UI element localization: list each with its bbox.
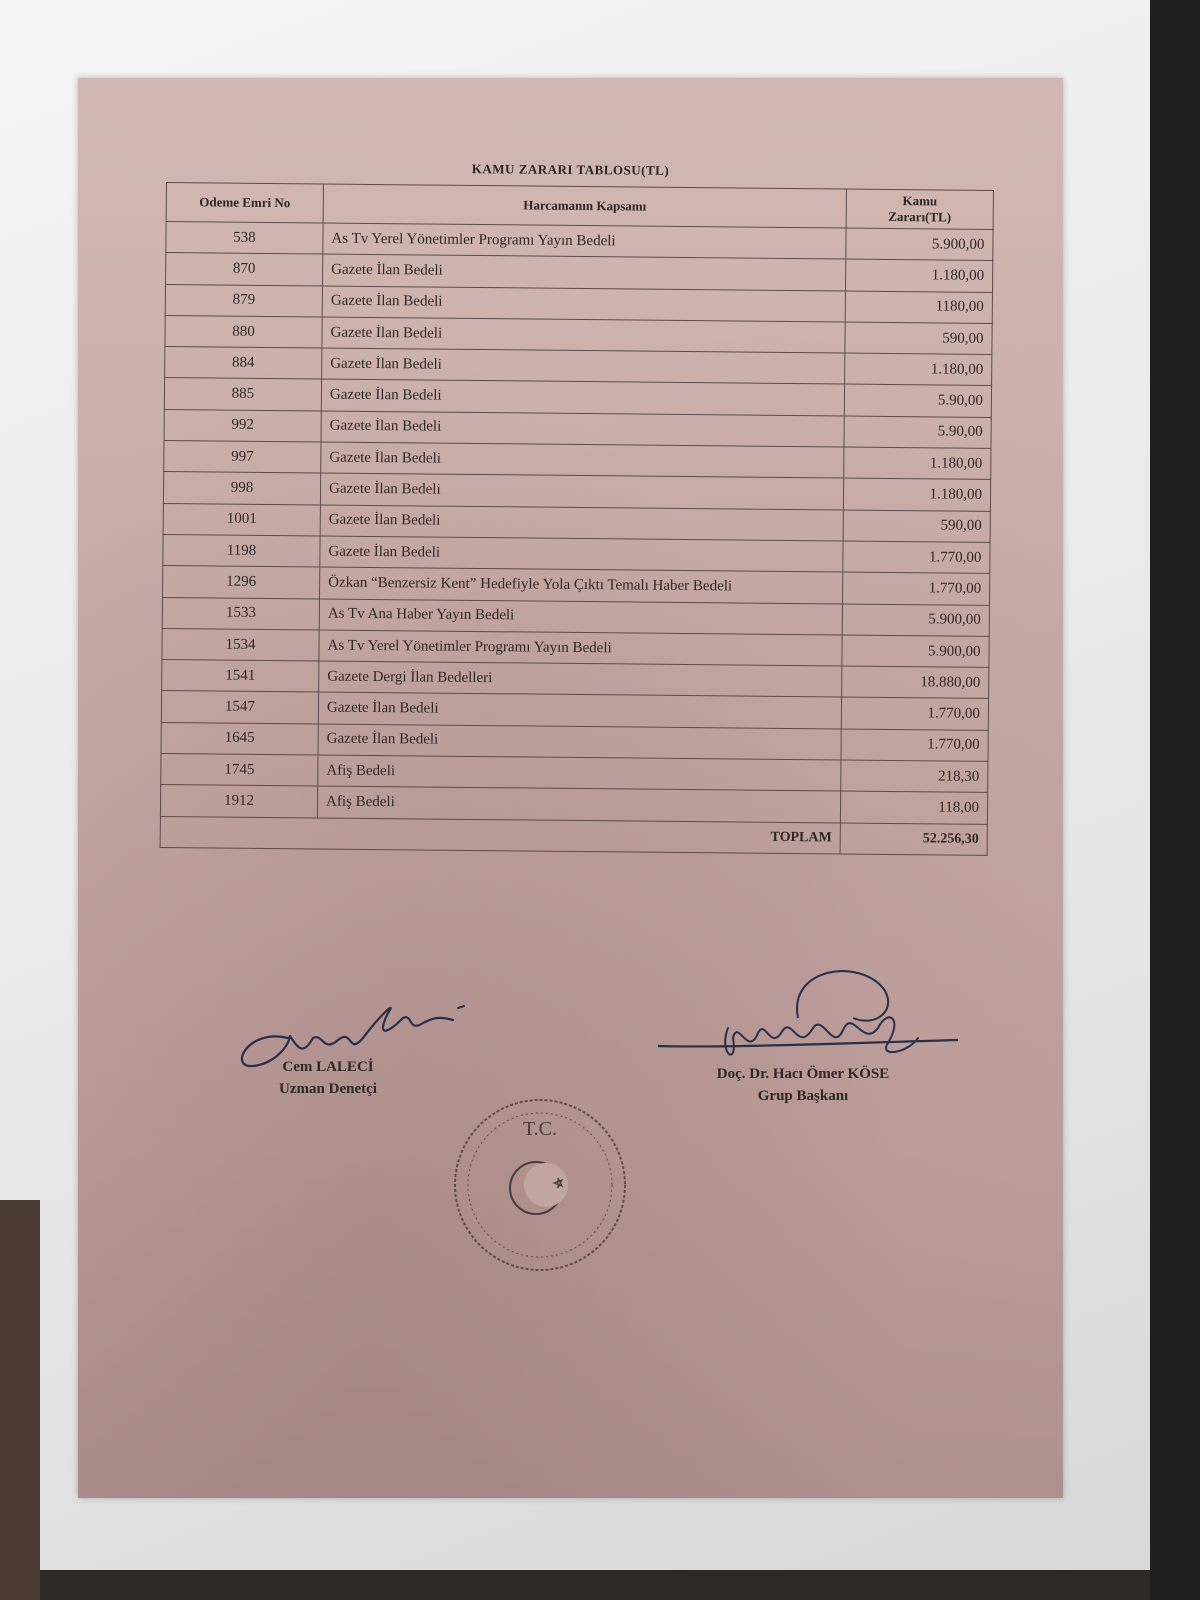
- row-amount: 1.770,00: [841, 697, 988, 730]
- row-description: Gazete İlan Bedeli: [323, 254, 846, 290]
- row-amount: 1.180,00: [845, 259, 992, 292]
- row-order-no: 998: [163, 472, 320, 505]
- row-description: Gazete İlan Bedeli: [321, 411, 844, 447]
- row-description: As Tv Yerel Yönetimler Programı Yayın Bedeli: [319, 630, 842, 666]
- seal-text: T.C.: [522, 1118, 558, 1140]
- row-amount: 1.180,00: [844, 447, 991, 480]
- row-amount: 5.900,00: [846, 228, 993, 261]
- row-description: Gazete İlan Bedeli: [320, 536, 843, 572]
- row-amount: 218,30: [841, 760, 988, 793]
- row-amount: 118,00: [840, 791, 987, 824]
- header-amount: [846, 189, 993, 229]
- row-order-no: 1541: [162, 660, 319, 693]
- row-order-no: 1198: [163, 534, 320, 567]
- row-order-no: 1001: [163, 503, 320, 536]
- row-order-no: 1534: [162, 628, 319, 661]
- row-description: As Tv Ana Haber Yayın Bedeli: [319, 599, 842, 635]
- row-description: Afiş Bedeli: [317, 786, 840, 822]
- row-description: Gazete İlan Bedeli: [320, 473, 843, 509]
- header-order-no: Odeme Emri No: [166, 183, 323, 224]
- row-description: As Tv Yerel Yönetimler Programı Yayın Bedeli: [323, 223, 846, 259]
- total-label: TOPLAM: [160, 816, 840, 854]
- row-description: Gazete Dergi İlan Bedelleri: [319, 661, 842, 697]
- row-description: Gazete İlan Bedeli: [318, 692, 841, 728]
- row-order-no: 1296: [163, 566, 320, 599]
- header-amount-line1: Kamu: [902, 193, 938, 209]
- floor-edge: [0, 1200, 40, 1600]
- row-description: Gazete İlan Bedeli: [322, 348, 845, 384]
- row-order-no: 880: [165, 315, 322, 348]
- row-order-no: 1912: [160, 785, 317, 818]
- row-description: Gazete İlan Bedeli: [320, 505, 843, 541]
- row-amount: 1.770,00: [842, 572, 989, 605]
- row-amount: 18.880,00: [842, 666, 989, 699]
- row-amount: 5.90,00: [844, 416, 991, 449]
- row-order-no: 885: [164, 378, 321, 411]
- row-description: Gazete İlan Bedeli: [321, 442, 844, 478]
- row-amount: 1.770,00: [843, 541, 990, 574]
- row-amount: 1.180,00: [845, 353, 992, 386]
- row-order-no: 884: [165, 347, 322, 380]
- total-value: 52.256,30: [840, 823, 987, 856]
- row-description: Gazete İlan Bedeli: [322, 286, 845, 322]
- row-description: Gazete İlan Bedeli: [322, 317, 845, 353]
- document-title: KAMU ZARARI TABLOSU(TL): [471, 161, 670, 178]
- row-order-no: 1745: [161, 754, 318, 787]
- row-amount: 590,00: [843, 510, 990, 543]
- signatory-right: [668, 1063, 938, 1107]
- loss-table: [160, 182, 994, 856]
- row-order-no: 1645: [161, 722, 318, 755]
- loss-table-wrapper: [160, 182, 994, 856]
- signatory-right-title: Grup Başkanı: [757, 1088, 849, 1104]
- signatory-right-name: Doç. Dr. Hacı Ömer KÖSE: [716, 1066, 890, 1082]
- row-description: Gazete İlan Bedeli: [321, 379, 844, 415]
- signatory-left: [228, 1056, 428, 1100]
- header-amount-line2: Zararı(TL): [888, 208, 952, 225]
- row-order-no: 538: [166, 222, 323, 255]
- row-amount: 590,00: [845, 322, 992, 355]
- row-amount: 5.900,00: [842, 604, 989, 637]
- dark-surface: [1150, 0, 1200, 1600]
- row-order-no: 879: [165, 284, 322, 317]
- signatory-left-title: Uzman Denetçi: [279, 1081, 377, 1097]
- signatory-left-name: Cem LALECİ: [282, 1059, 374, 1075]
- row-order-no: 870: [166, 253, 323, 286]
- total-row: [160, 816, 987, 855]
- header-scope: Harcamanın Kapsamı: [323, 184, 846, 228]
- row-amount: 1180,00: [845, 291, 992, 324]
- document-page: [78, 78, 1063, 1498]
- row-amount: 5.900,00: [842, 635, 989, 668]
- row-order-no: 997: [164, 441, 321, 474]
- row-amount: 1.180,00: [843, 478, 990, 511]
- row-order-no: 1547: [161, 691, 318, 724]
- table-body: [160, 222, 993, 825]
- row-description: Afiş Bedeli: [318, 755, 841, 791]
- row-amount: 1.770,00: [841, 729, 988, 762]
- row-amount: 5.90,00: [844, 385, 991, 418]
- official-seal-icon: [448, 1093, 633, 1278]
- row-description: Özkan “Benzersiz Kent” Hedefiyle Yola Çıktı Temalı Haber Bedeli: [320, 567, 843, 603]
- row-order-no: 1533: [162, 597, 319, 630]
- row-description: Gazete İlan Bedeli: [318, 724, 841, 760]
- row-order-no: 992: [164, 409, 321, 442]
